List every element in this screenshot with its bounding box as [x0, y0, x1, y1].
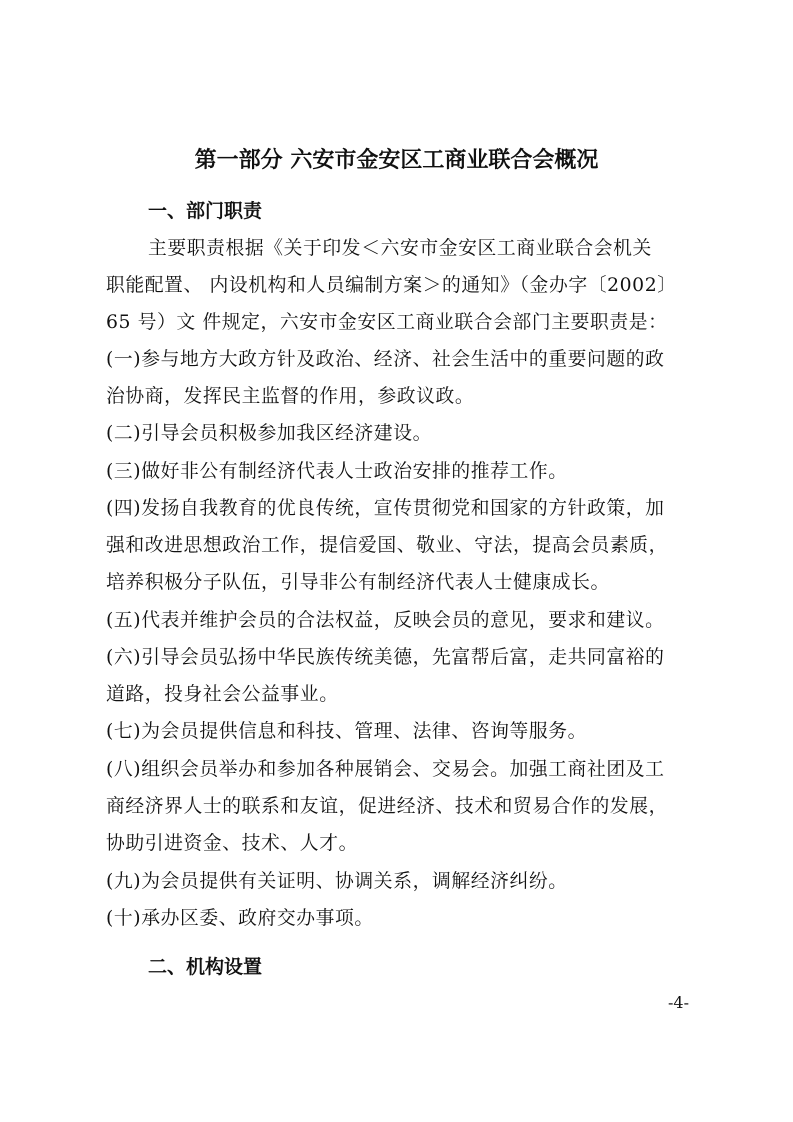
paragraph-line: 65 号）文 件规定，六安市金安区工商业联合会部门主要职责是：	[106, 312, 668, 333]
paragraph-line: 培养积极分子队伍，引导非公有制经济代表人士健康成长。	[106, 572, 610, 593]
page-number: -4-	[668, 993, 689, 1012]
section-heading-duties: 一、部门职责	[148, 200, 263, 222]
duty-item-1: (一)参与地方大政方针及政治、经济、社会生活中的重要问题的政	[106, 349, 665, 370]
paragraph-line: 职能配置、 内设机构和人员编制方案＞的通知》（金办字〔2002〕	[106, 275, 677, 296]
duty-item-2: (二)引导会员积极参加我区经济建设。	[106, 423, 432, 444]
paragraph-line: 强和改进思想政治工作，提信爱国、敬业、守法，提高会员素质，	[106, 535, 669, 556]
duty-item-9: (九)为会员提供有关证明、协调关系，调解经济纠纷。	[106, 871, 568, 892]
duty-item-10: (十)承办区委、政府交办事项。	[106, 908, 374, 929]
paragraph-line: 商经济界人士的联系和友谊，促进经济、技术和贸易合作的发展，	[106, 796, 669, 817]
paragraph-line: 治协商，发挥民主监督的作用，参政议政。	[106, 386, 475, 407]
duty-item-3: (三)做好非公有制经济代表人士政治安排的推荐工作。	[106, 461, 568, 482]
paragraph-line: 主要职责根据《关于印发＜六安市金安区工商业联合会机关	[148, 238, 652, 259]
duty-item-5: (五)代表并维护会员的合法权益，反映会员的意见，要求和建议。	[106, 610, 665, 631]
page-title: 第一部分 六安市金安区工商业联合会概况	[194, 148, 599, 173]
duty-item-6: (六)引导会员弘扬中华民族传统美德，先富帮后富，走共同富裕的	[106, 647, 665, 668]
duty-item-4: (四)发扬自我教育的优良传统，宣传贯彻党和国家的方针政策，加	[106, 498, 665, 519]
paragraph-line: 协助引进资金、技术、人才。	[106, 833, 358, 854]
section-heading-organization: 二、机构设置	[148, 956, 263, 978]
duty-item-8: (八)组织会员举办和参加各种展销会、交易会。加强工商社团及工	[106, 759, 665, 780]
duty-item-7: (七)为会员提供信息和科技、管理、法律、咨询等服务。	[106, 721, 588, 742]
paragraph-line: 道路，投身社会公益事业。	[106, 684, 339, 705]
